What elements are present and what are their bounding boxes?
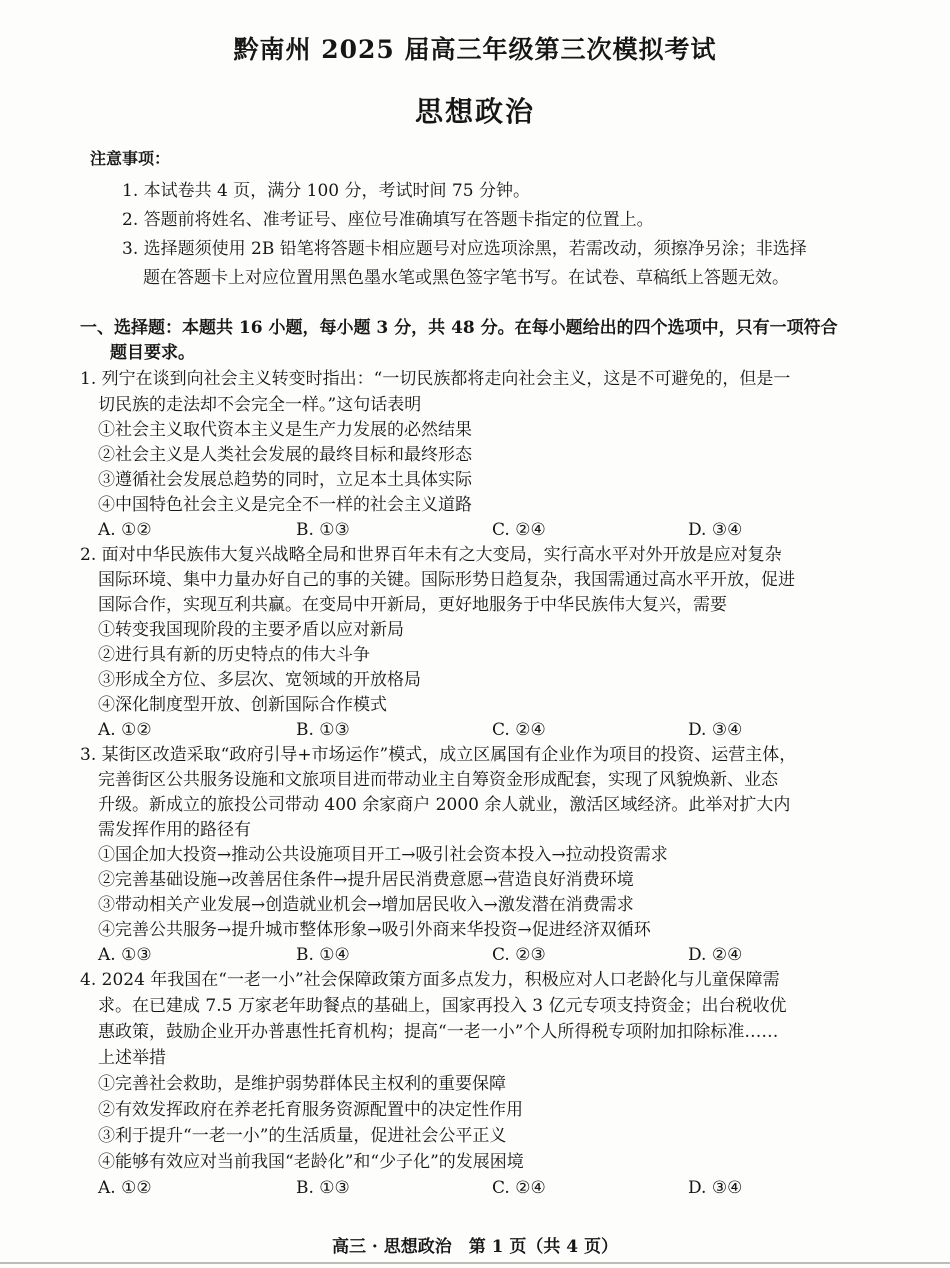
- question-1-choice-d: D. ③④: [688, 520, 743, 540]
- question-1-stem-line2: 切民族的走法却不会完全一样。”这句话表明: [98, 395, 422, 415]
- question-3-choice-d: D. ②④: [688, 945, 743, 965]
- question-1-stem-line1: 1. 列宁在谈到向社会主义转变时指出：“一切民族都将走向社会主义，这是不可避免的，但是一: [80, 369, 791, 389]
- question-4-statement-3: ③利于提升“一老一小”的生活质量，促进社会公平正义: [98, 1126, 507, 1146]
- question-3-statement-3: ③带动相关产业发展→创造就业机会→增加居民收入→激发潜在消费需求: [98, 895, 634, 915]
- question-4-stem-line4: 上述举措: [98, 1048, 166, 1068]
- section-heading-line1: 一、选择题：本题共 16 小题，每小题 3 分，共 48 分。在每小题给出的四个选项中，只有一项符合: [80, 318, 838, 338]
- question-3-statement-2: ②完善基础设施→改善居住条件→提升居民消费意愿→营造良好消费环境: [98, 870, 634, 890]
- question-4-stem-line3: 惠政策，鼓励企业开办普惠性托育机构；提高“一老一小”个人所得税专项附加扣除标准……: [98, 1022, 779, 1042]
- exam-title: 黔南州 2025 届高三年级第三次模拟考试: [233, 35, 717, 64]
- question-4-statement-4: ④能够有效应对当前我国“老龄化”和“少子化”的发展困境: [98, 1152, 524, 1172]
- question-1-choice-b: B. ①③: [296, 520, 350, 540]
- question-1-statement-2: ②社会主义是人类社会发展的最终目标和最终形态: [98, 445, 472, 465]
- question-3-stem-line1: 3. 某街区改造采取“政府引导+市场运作”模式，成立区属国有企业作为项目的投资、运营主体，: [80, 745, 797, 765]
- notice-item-2: 2. 答题前将姓名、准考证号、座位号准确填写在答题卡指定的位置上。: [122, 210, 654, 230]
- question-4-stem-line1: 4. 2024 年我国在“一老一小”社会保障政策方面多点发力，积极应对人口老龄化与儿童保障需: [80, 970, 780, 990]
- question-2-statement-4: ④深化制度型开放、创新国际合作模式: [98, 695, 387, 715]
- question-1-statement-3: ③遵循社会发展总趋势的同时，立足本土具体实际: [98, 470, 472, 490]
- notice-item-1: 1. 本试卷共 4 页，满分 100 分，考试时间 75 分钟。: [122, 181, 530, 201]
- question-4-choice-b: B. ①③: [296, 1178, 350, 1198]
- question-1-choice-a: A. ①②: [98, 520, 152, 540]
- question-4-statement-1: ①完善社会救助，是维护弱势群体民主权利的重要保障: [98, 1074, 506, 1094]
- question-2-choice-b: B. ①③: [296, 720, 350, 740]
- question-1-statement-1: ①社会主义取代资本主义是生产力发展的必然结果: [98, 420, 472, 440]
- section-heading: [80, 316, 880, 366]
- question-2-statement-2: ②进行具有新的历史特点的伟大斗争: [98, 645, 370, 665]
- question-3-choice-b: B. ①④: [296, 945, 350, 965]
- notice-heading: 注意事项：: [90, 149, 171, 168]
- question-4-statement-2: ②有效发挥政府在养老托育服务资源配置中的决定性作用: [98, 1100, 523, 1120]
- question-2-stem-line3: 国际合作，实现互利共赢。在变局中开新局，更好地服务于中华民族伟大复兴，需要: [98, 595, 727, 615]
- question-2-choice-a: A. ①②: [98, 720, 152, 740]
- question-3-stem-line3: 升级。新成立的旅投公司带动 400 余家商户 2000 余人就业，激活区域经济。此举对扩大内: [98, 795, 791, 815]
- page-footer: 高三 · 思想政治 第 1 页（共 4 页）: [331, 1237, 619, 1257]
- question-3-stem-line2: 完善街区公共服务设施和文旅项目进而带动业主自筹资金形成配套，实现了风貌焕新、业态: [98, 770, 778, 790]
- question-4-choice-c: C. ②④: [492, 1178, 546, 1198]
- question-2-choice-c: C. ②④: [492, 720, 546, 740]
- question-2-statement-1: ①转变我国现阶段的主要矛盾以应对新局: [98, 620, 404, 640]
- question-2-stem-line2: 国际环境、集中力量办好自己的事的关键。国际形势日趋复杂，我国需通过高水平开放，促进: [98, 570, 795, 590]
- question-2-stem-line1: 2. 面对中华民族伟大复兴战略全局和世界百年未有之大变局，实行高水平对外开放是应对复杂: [80, 545, 782, 565]
- question-4-choice-a: A. ①②: [98, 1178, 152, 1198]
- question-1-statement-4: ④中国特色社会主义是完全不一样的社会主义道路: [98, 495, 472, 515]
- question-3-stem-line4: 需发挥作用的路径有: [98, 820, 251, 840]
- question-2-choice-d: D. ③④: [688, 720, 743, 740]
- question-3-choice-c: C. ②③: [492, 945, 546, 965]
- notice-item-3-continued: 题在答题卡上对应位置用黑色墨水笔或黑色签字笔书写。在试卷、草稿纸上答题无效。: [143, 268, 789, 288]
- question-3-choice-a: A. ①③: [98, 945, 152, 965]
- subject-title: 思想政治: [414, 95, 535, 128]
- question-3-statement-4: ④完善公共服务→提升城市整体形象→吸引外商来华投资→促进经济双循环: [98, 920, 651, 940]
- page-bottom-edge: [0, 1262, 950, 1264]
- question-1-choice-c: C. ②④: [492, 520, 546, 540]
- question-4-stem-line2: 求。在已建成 7.5 万家老年助餐点的基础上，国家再投入 3 亿元专项支持资金；出台税收优: [98, 996, 787, 1016]
- section-heading-line2: 题目要求。: [110, 343, 195, 363]
- question-3-statement-1: ①国企加大投资→推动公共设施项目开工→吸引社会资本投入→拉动投资需求: [98, 845, 668, 865]
- question-4-choice-d: D. ③④: [688, 1178, 743, 1198]
- notice-item-3: 3. 选择题须使用 2B 铅笔将答题卡相应题号对应选项涂黑，若需改动，须擦净另涂；非选择: [122, 239, 807, 259]
- question-2-statement-3: ③形成全方位、多层次、宽领域的开放格局: [98, 670, 421, 690]
